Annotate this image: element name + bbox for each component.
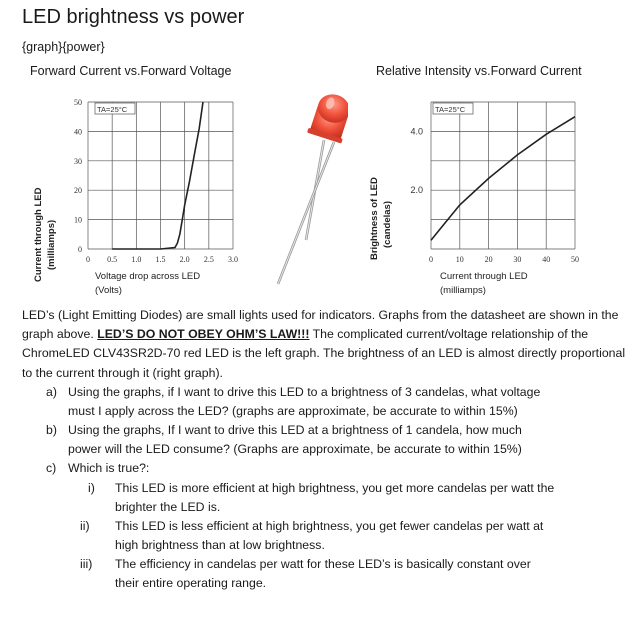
iv-chart-y-ticks [74,98,82,254]
intro-text-continued: The complicated current/voltage relationship of the ChromeLED CLV43SR2D-70 red LED is the left graph. The brightness of an LED is almost directly proportional to the current through it (right graph). [22,327,626,380]
x-tick-label: 0 [86,255,90,264]
option-label: i) [88,481,95,495]
option-i [88,479,628,519]
iv-chart-grid [88,102,233,249]
option-text: This LED is less efficient at high brightness, you get fewer candelas per watt at [115,519,544,533]
question-b [46,421,626,461]
question-label: a) [46,385,57,399]
x-tick-label: 2.0 [179,255,190,264]
intensity-chart-xlabel: Current through LED [440,271,528,282]
right-chart-title: Relative Intensity vs.Forward Current [376,64,582,78]
x-tick-label: 2.5 [203,255,214,264]
iv-chart-curve [112,102,203,249]
intensity-chart-xlabel-unit: (milliamps) [440,285,486,296]
iv-chart-xlabel: Voltage drop across LED [95,271,201,282]
question-text-line2: power will the LED consume? (Graphs are approximate, be accurate to within 15%) [68,442,522,457]
ohms-law-warning: LED’S DO NOT OBEY OHM’S LAW!!! [97,327,310,342]
question-text: Using the graphs, If I want to drive this LED at a brightness of 1 candela, how much [68,423,522,437]
option-text: This LED is more efficient at high brightness, you get more candelas per watt the [115,481,555,495]
option-iii [80,555,628,595]
x-tick-label: 0 [429,255,433,264]
x-tick-label: 20 [484,255,493,264]
question-text: Which is true?: [68,461,150,475]
option-label: ii) [80,519,90,533]
iv-chart-x-ticks [86,255,238,264]
intensity-chart-ylabel-unit: (candelas) [382,201,393,248]
x-tick-label: 30 [513,255,522,264]
iv-chart-annotation: TA=25°C [97,105,128,114]
y-tick-label: 0 [78,245,82,254]
iv-chart [28,92,288,302]
x-tick-label: 40 [542,255,551,264]
intensity-chart-y-ticks [410,126,423,195]
x-tick-label: 1.5 [155,255,166,264]
x-tick-label: 1.0 [131,255,142,264]
y-tick-label: 30 [74,156,82,166]
x-tick-label: 10 [455,255,464,264]
question-label: c) [46,461,57,475]
option-text-line2: brighter the LED is. [115,500,221,515]
y-tick-label: 10 [74,215,82,225]
iv-chart-xlabel-unit: (Volts) [95,285,122,296]
y-tick-label: 20 [74,186,82,196]
y-tick-label: 4.0 [410,126,423,137]
question-c [46,459,626,479]
iv-chart-ylabel: Current through LED [33,187,44,282]
x-tick-label: 0.5 [107,255,118,264]
intensity-chart-curve [431,117,575,241]
x-tick-label: 50 [571,255,579,264]
page-title: LED brightness vs power [22,6,245,28]
option-ii [80,517,628,557]
question-text-line2: must I apply across the LED? (graphs are approximate, be accurate to within 15%) [68,404,518,419]
intensity-chart-grid [431,102,575,249]
intensity-chart [365,92,595,302]
red-led-image [268,92,348,292]
y-tick-label: 50 [74,98,82,107]
iv-chart-ylabel-unit: (milliamps) [46,219,57,270]
option-text-line2: their entire operating range. [115,576,267,591]
question-text: Using the graphs, if I want to drive this LED to a brightness of 3 candelas, what voltage [68,385,541,399]
option-text: The efficiency in candelas per watt for these LED’s is basically constant over [115,557,531,571]
option-text-line2: high brightness than at low brightness. [115,538,325,553]
intensity-chart-ylabel: Brightness of LED [369,177,380,260]
left-chart-title: Forward Current vs.Forward Voltage [30,64,232,78]
intensity-chart-x-ticks [429,255,579,264]
page-subtitle: {graph}{power} [22,40,105,54]
y-tick-label: 2.0 [410,185,423,196]
intro-text: LED’s (Light Emitting Diodes) are small lights used for indicators. Graphs from the datasheet are shown in the graph above. [22,308,619,342]
intensity-chart-annotation: TA=25°C [435,105,466,114]
question-a [46,383,626,423]
option-label: iii) [80,557,93,571]
y-tick-label: 40 [74,127,82,137]
question-label: b) [46,423,57,437]
x-tick-label: 3.0 [228,255,238,264]
intro-paragraph [22,306,626,383]
